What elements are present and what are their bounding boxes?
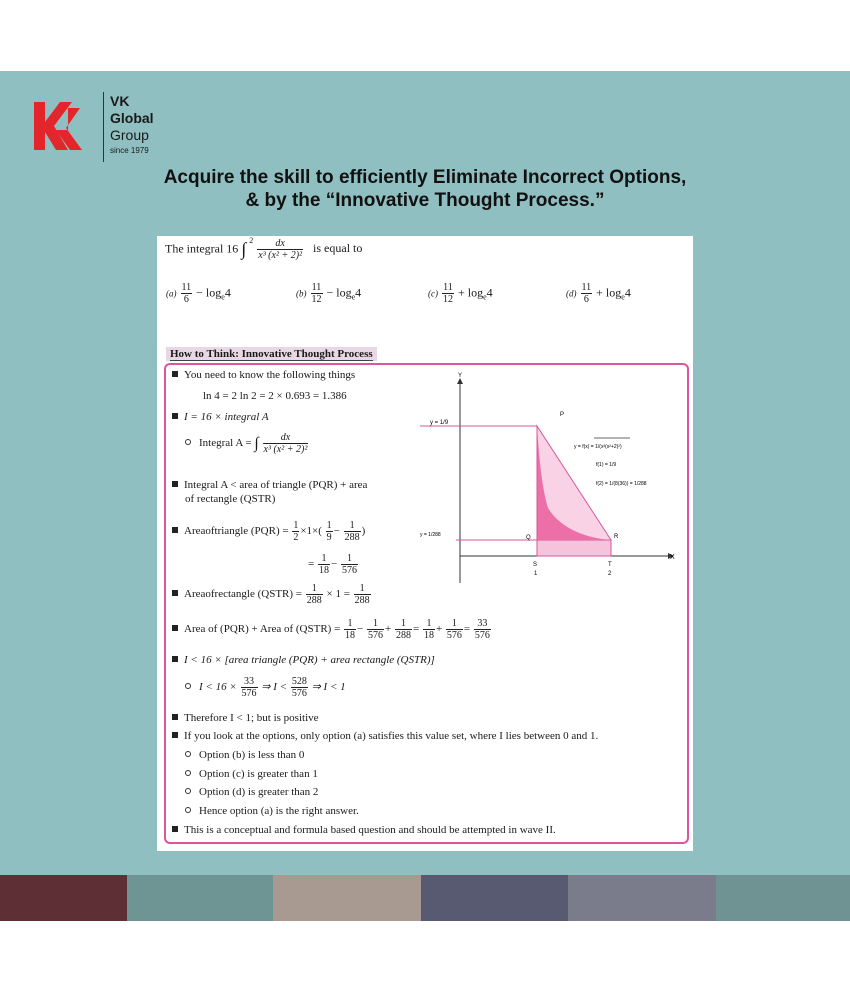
bullet-i-def: I = 16 × integral A	[172, 410, 269, 424]
bullet-need: You need to know the following things	[172, 368, 355, 382]
question-suffix: is equal to	[313, 241, 363, 256]
point-q-label: Q	[526, 535, 531, 541]
y-axis-label: Y	[458, 373, 463, 379]
bullet-inequality: I < 16 × [area triangle (PQR) + area rectangle (QSTR)]	[172, 653, 435, 667]
footer-bar-3	[273, 875, 421, 921]
rectangle-qstr	[537, 540, 611, 556]
bullet-rectangle-area: Areaofrectangle (QSTR) = $\frac{1}{288}$ × 1 = $\frac{1}{288}$	[172, 583, 372, 606]
footer-bar-1	[0, 875, 127, 921]
headline-line-1: Acquire the skill to efficiently Eliminate Incorrect Options,	[163, 167, 687, 188]
option-b: (b) $\frac{11}{12}$ − $\log_e4$	[296, 282, 362, 305]
y-1-288-label: y = 1/288	[420, 532, 441, 538]
question-integrand-num: dx	[257, 238, 303, 250]
question-integrand-den: x³ (x² + 2)²	[258, 250, 303, 261]
option-c: (c) $\frac{11}{12}$ + $\log_e4$	[428, 282, 493, 305]
option-d: (d) $\frac{11}{6}$ + $\log_e4$	[566, 282, 631, 305]
compare-2: of rectangle (QSTR)	[185, 493, 276, 505]
x-axis-label: X	[670, 554, 675, 561]
tick-1-label: 1	[534, 571, 538, 577]
brand-group: Group	[110, 127, 149, 143]
bullet-integral-a: Integral A = ∫ $\frac{dx}{\text{x³ (x² + 2)²}}$	[185, 432, 309, 455]
ln-line: ln 4 = 2 ln 2 = 2 × 0.693 = 1.386	[203, 390, 347, 402]
footer-bar-2	[127, 875, 273, 921]
question-prefix: The integral 16	[165, 241, 239, 256]
f1-label: f(1) = 1/9	[596, 462, 617, 468]
question-upper-limit: 2	[249, 236, 254, 246]
point-p-label: P	[560, 412, 565, 418]
vk-logo-icon	[30, 100, 88, 152]
footer-bar-6	[716, 875, 850, 921]
bullet-sum-area: Area of (PQR) + Area of (QSTR) = $\frac{1}{18}$ − $\frac{1}{576}$ + $\frac{1}{288}$ = $\frac{1}{18}$ + $\frac{1}{576}$ = $\frac{33}{576}$	[172, 618, 492, 641]
brand-since: since 1979	[110, 146, 149, 155]
bullet-compare-1: Integral A < area of triangle (PQR) + area	[172, 478, 367, 492]
fx-label: y = f(x) = 1/(x³(x²+2)²)	[574, 444, 622, 450]
tick-2-label: 2	[608, 571, 612, 577]
bullet-triangle-area: Areaoftriangle (PQR) = $\frac{1}{2}$ ×1×( $\frac{1}{9}$ − $\frac{1}{288}$ )	[172, 520, 365, 543]
bullet-if-look: If you look at the options, only option (a) satisfies this value set, where I lies between 0 and 1.	[172, 729, 598, 743]
point-t-label: T	[608, 562, 612, 568]
headline-line-2: & by the “Innovative Thought Process.”	[245, 190, 605, 211]
footer-bar-5	[568, 875, 716, 921]
integral-sign-icon: ∫	[254, 435, 259, 453]
bullet-closing: This is a conceptual and formula based question and should be attempted in wave II.	[172, 823, 556, 837]
htt-title: How to Think: Innovative Thought Process	[166, 347, 377, 361]
option-a: (a) $\frac{11}{6}$ − $\log_e4$	[166, 282, 231, 305]
triangle-area-result: = $\frac{1}{18}$ − $\frac{1}{576}$	[308, 553, 357, 576]
brand-wordmark	[110, 93, 154, 156]
point-s-label: S	[533, 562, 538, 568]
logo-divider	[103, 92, 104, 162]
integral-sign-icon: ∫	[241, 239, 247, 260]
brand-vk: VK	[110, 93, 130, 109]
footer-bar-4	[421, 875, 568, 921]
inequality-result: I < 16 × $\frac{33}{576}$ ⇒ I < $\frac{528}{576}$ ⇒ I < 1	[185, 676, 346, 699]
brand-global: Global	[110, 110, 154, 126]
y-1-9-label: y = 1/9	[430, 420, 449, 426]
point-r-label: R	[614, 534, 619, 540]
option-d-note: Option (d) is greater than 2	[185, 785, 318, 799]
option-b-note: Option (b) is less than 0	[185, 748, 304, 762]
area-graph	[420, 368, 682, 588]
option-c-note: Option (c) is greater than 1	[185, 767, 318, 781]
hence-note: Hence option (a) is the right answer.	[185, 804, 359, 818]
bullet-therefore: Therefore I < 1; but is positive	[172, 711, 319, 725]
f2-label: f(2) = 1/(8(36)) = 1/288	[596, 481, 647, 487]
question-statement	[165, 238, 362, 261]
question-integrand	[257, 238, 303, 261]
